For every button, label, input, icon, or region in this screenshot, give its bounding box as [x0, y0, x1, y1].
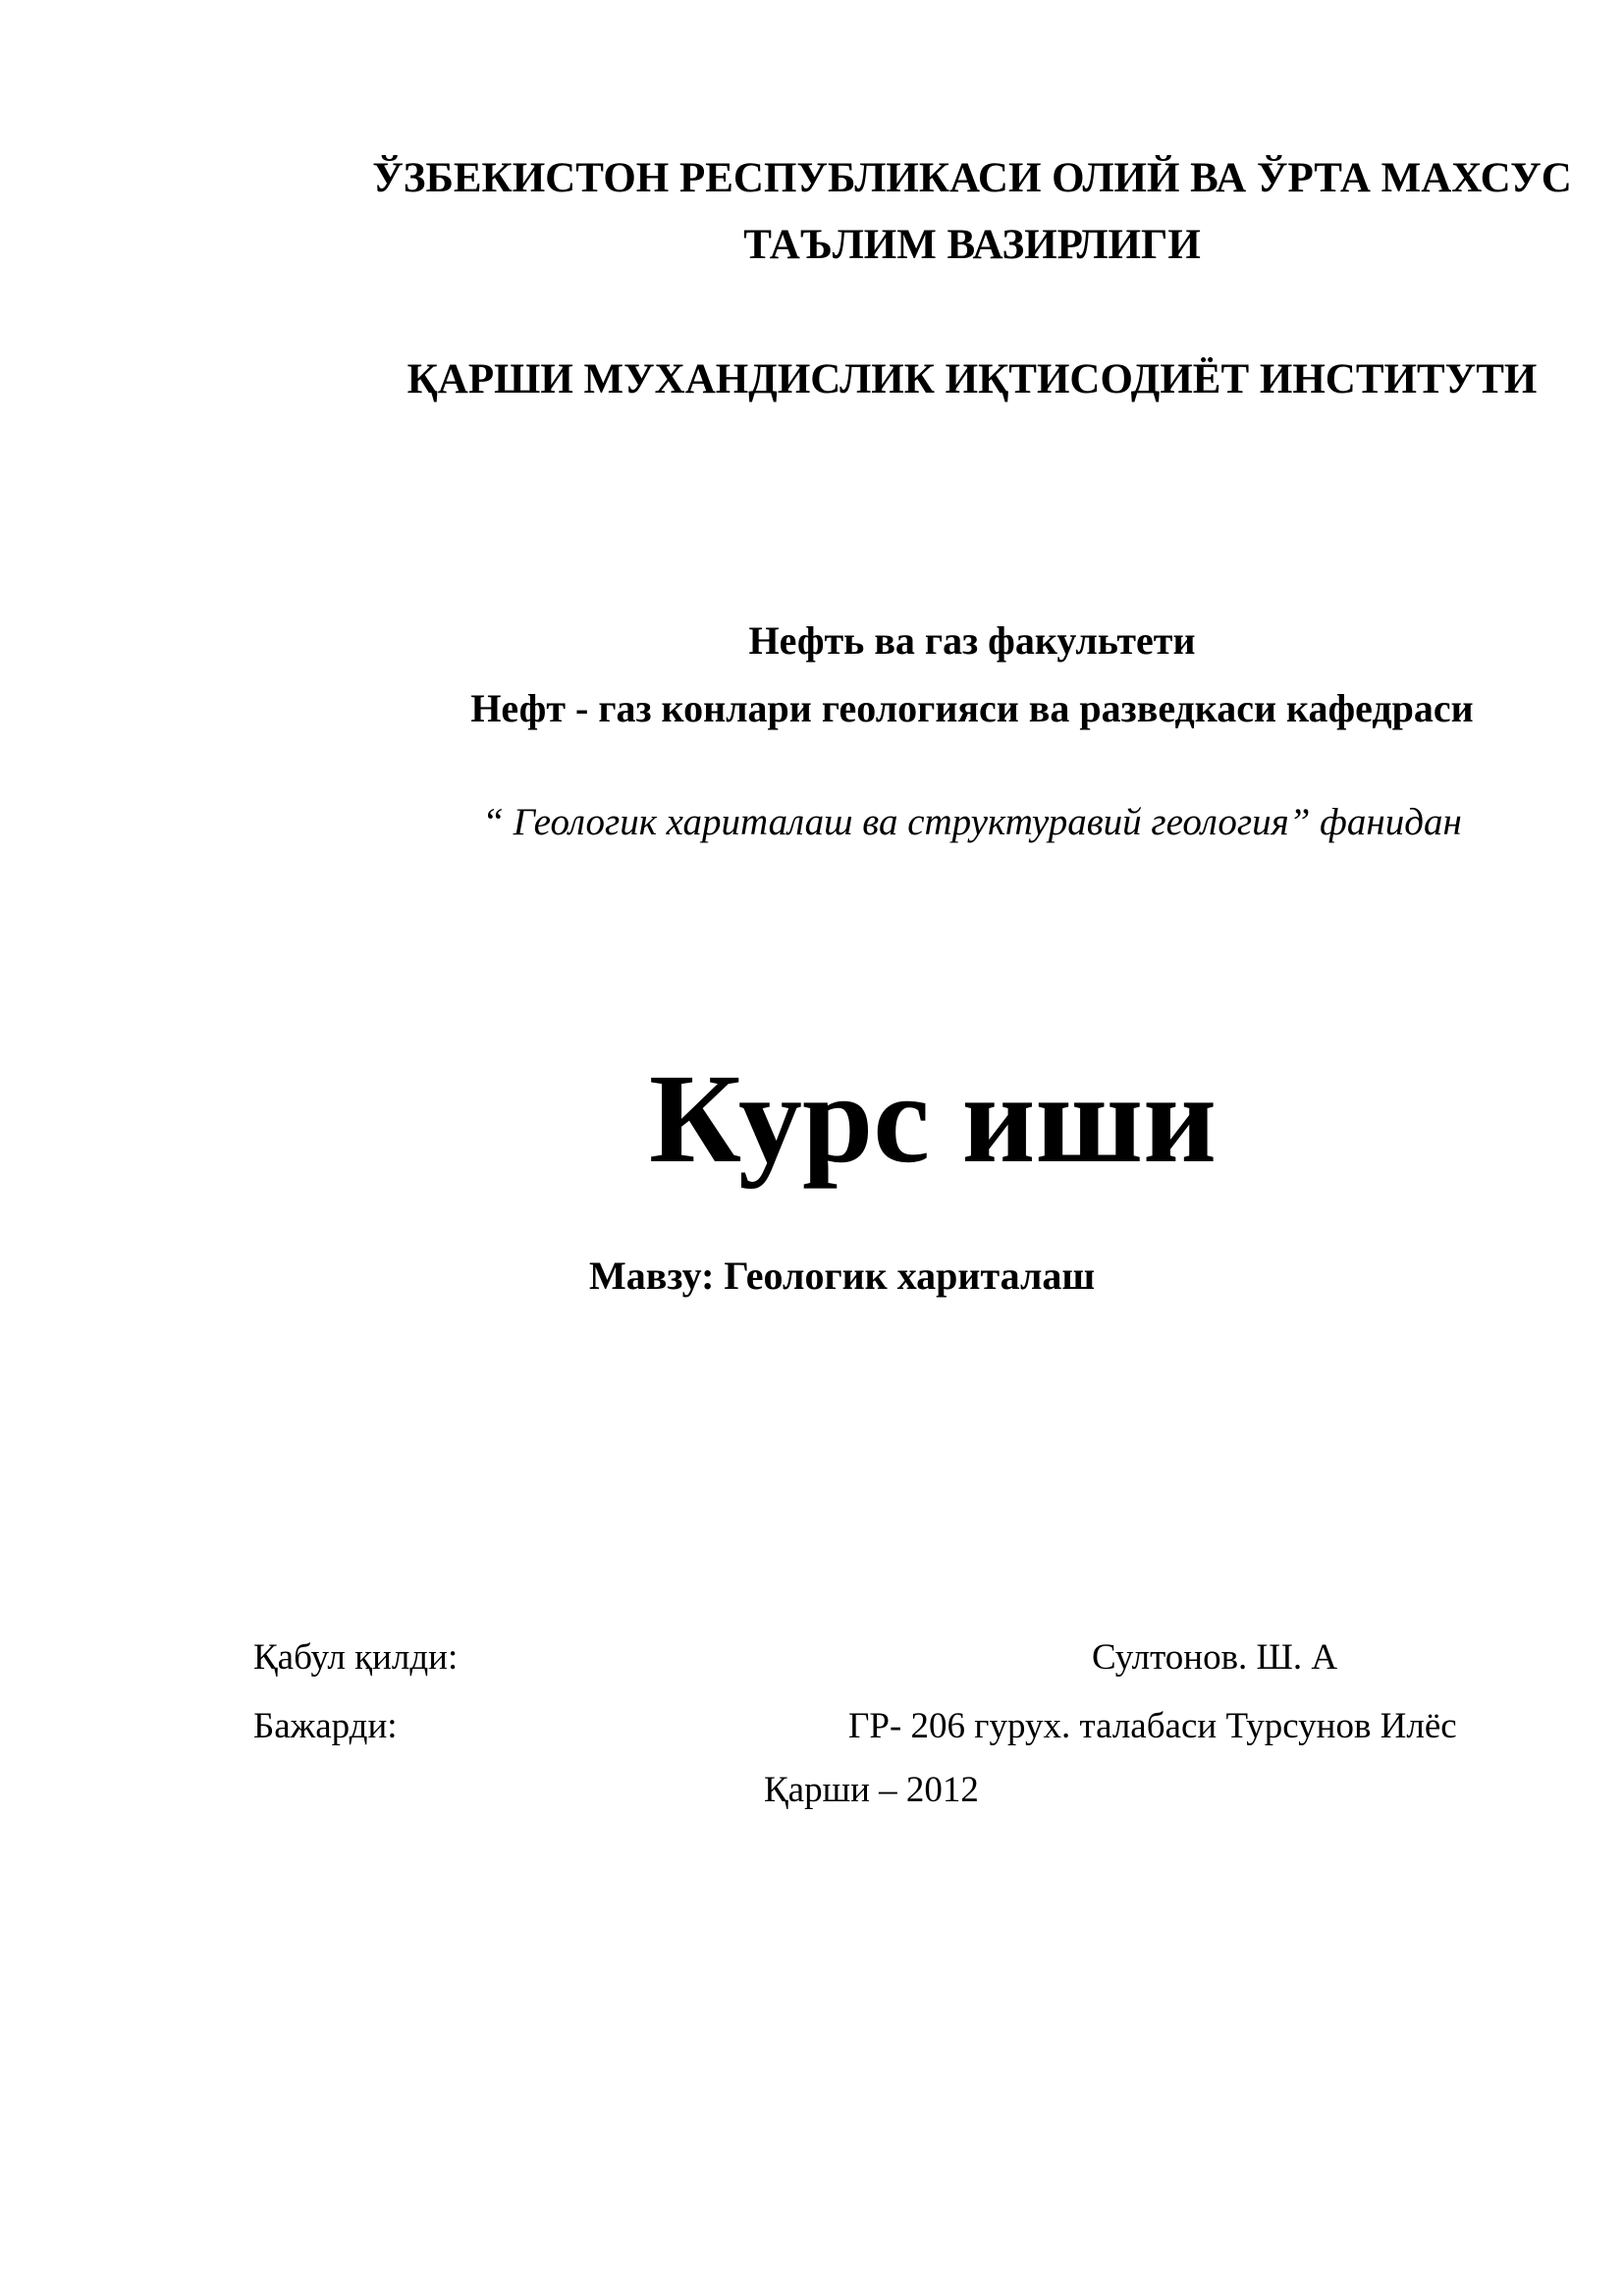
- ministry-line-1: ЎЗБЕКИСТОН РЕСПУБЛИКАСИ ОЛИЙ ВА ЎРТА МАХСУС: [372, 155, 1572, 201]
- faculty-name: Нефть ва газ факультети: [748, 618, 1196, 663]
- ministry-line-2: ТАЪЛИМ ВАЗИРЛИГИ: [743, 222, 1201, 268]
- topic-line: Мавзу: Геологик хариталаш: [589, 1254, 1096, 1298]
- subject-line: “ Геологик хариталаш ва структуравий геология” фанидан: [482, 801, 1462, 843]
- accepted-label: Қабул қилди:: [253, 1637, 459, 1678]
- done-name: ГР- 206 гурух. талабаси Турсунов Илёс: [848, 1706, 1457, 1746]
- accepted-name: Султонов. Ш. А: [1092, 1637, 1338, 1678]
- chair-name: Нефт - газ конлари геологияси ва разведкаси кафедраси: [470, 686, 1474, 730]
- place-year: Қарши – 2012: [764, 1770, 979, 1810]
- institute-name: ҚАРШИ МУХАНДИСЛИК ИҚТИСОДИЁТ ИНСТИТУТИ: [406, 356, 1538, 402]
- done-label: Бажарди:: [253, 1706, 398, 1746]
- document-title: Курс иши: [648, 1048, 1218, 1190]
